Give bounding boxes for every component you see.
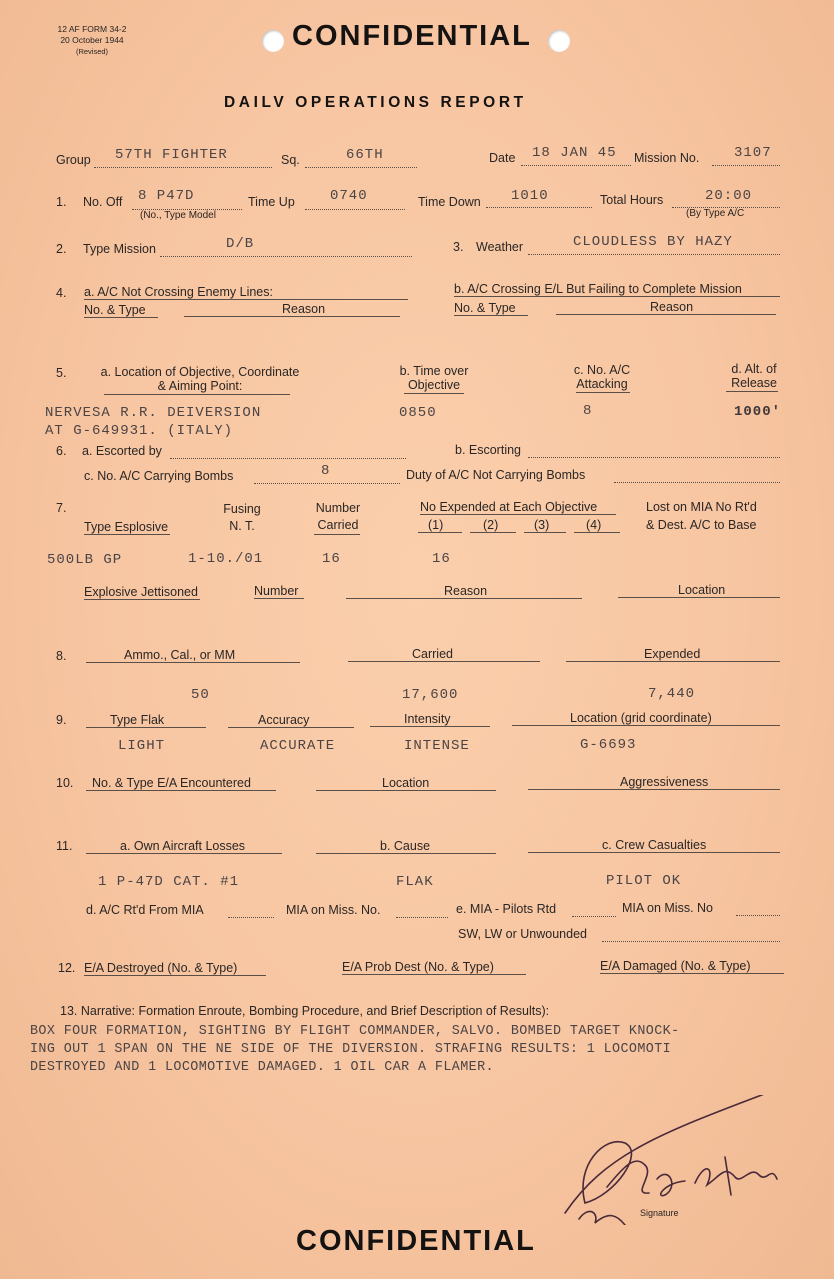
s6-duty-label: Duty of A/C Not Carrying Bombs xyxy=(406,468,586,482)
s7-lost-2: & Dest. A/C to Base xyxy=(646,518,757,532)
no-off-value: 8 P47D xyxy=(138,188,195,204)
s13-label: 13. Narrative: Formation Enroute, Bombing Procedure, and Brief Description of Results): xyxy=(60,1004,550,1018)
s7-expended-label: No Expended at Each Objective xyxy=(420,500,598,514)
s11-mia-label: MIA on Miss. No. xyxy=(286,903,381,917)
time-up-label: Time Up xyxy=(248,195,295,209)
total-hours-label: Total Hours xyxy=(600,193,664,207)
s7-lost-1: Lost on MIA No Rt'd xyxy=(646,500,757,514)
s11-mia2-label: MIA on Miss. No xyxy=(622,901,713,915)
s3-number: 3. xyxy=(453,240,464,254)
s5a-label-1: a. Location of Objective, Coordinate xyxy=(100,365,300,379)
s4b-no-type: No. & Type xyxy=(454,301,516,315)
s6c-value: 8 xyxy=(321,463,331,479)
s12-prob: E/A Prob Dest (No. & Type) xyxy=(342,960,494,974)
signature-label: Signature xyxy=(640,1208,679,1218)
s11-number: 11. xyxy=(56,839,73,853)
s10-location-label: Location xyxy=(382,776,430,790)
s6-number: 6. xyxy=(56,444,67,458)
s11-crew-value: PILOT OK xyxy=(606,873,682,889)
s5a-label xyxy=(80,365,320,393)
s7-jet-number: Number xyxy=(254,584,299,598)
time-down-label: Time Down xyxy=(418,195,481,209)
signature-scrawl xyxy=(545,1095,805,1225)
s9-intensity-label: Intensity xyxy=(404,712,451,726)
s9-accuracy-value: ACCURATE xyxy=(260,738,336,754)
s7-expended-1-value: 16 xyxy=(432,551,451,567)
s7-number-carried xyxy=(306,500,370,534)
s8-expended-value: 7,440 xyxy=(648,686,696,702)
s9-number: 9. xyxy=(56,713,67,727)
no-off-label: No. Off xyxy=(83,195,123,209)
s4a-reason: Reason xyxy=(282,302,326,316)
s5c-label-2: Attacking xyxy=(576,377,628,391)
s5c-label xyxy=(552,363,652,391)
type-mission-value: D/B xyxy=(226,236,255,252)
s7-fusing-1: Fusing xyxy=(223,502,261,516)
group-label: Group xyxy=(56,153,91,167)
s9-accuracy-label: Accuracy xyxy=(258,713,310,727)
s5-location-1: NERVESA R.R. DEIVERSION xyxy=(45,405,262,421)
s10-number: 10. xyxy=(56,776,74,790)
no-type-note: (No., Type Model xyxy=(140,210,216,221)
s11c-label: c. Crew Casualties xyxy=(602,838,707,852)
s5a-label-2: & Aiming Point: xyxy=(157,379,243,393)
s4b-label: b. A/C Crossing E/L But Failing to Complete Mission xyxy=(454,282,742,296)
classification-bottom: CONFIDENTIAL xyxy=(296,1225,536,1257)
s6b-label: b. Escorting xyxy=(455,443,522,457)
sq-value: 66TH xyxy=(346,147,384,163)
s12-number: 12. xyxy=(58,961,76,975)
s2-number: 2. xyxy=(56,242,67,256)
s4a-label: a. A/C Not Crossing Enemy Lines: xyxy=(84,285,273,299)
s5c-label-1: c. No. A/C xyxy=(573,363,631,377)
s11b-label: b. Cause xyxy=(380,839,431,853)
s5-time-over: 0850 xyxy=(399,405,437,421)
report-title: DAILV OPERATIONS REPORT xyxy=(224,94,527,111)
s5d-label xyxy=(714,362,794,390)
date-value: 18 JAN 45 xyxy=(532,145,617,161)
punch-hole-right xyxy=(548,30,570,52)
s10-aggr-label: Aggressiveness xyxy=(620,775,709,789)
s7-obj-3: (3) xyxy=(534,518,550,532)
classification-top: CONFIDENTIAL xyxy=(292,20,532,52)
s11-loss-value: 1 P-47D CAT. #1 xyxy=(98,874,240,890)
s11-sw-label: SW, LW or Unwounded xyxy=(458,927,587,941)
s7-jettisoned-label: Explosive Jettisoned xyxy=(84,585,198,599)
s7-type-value: 500LB GP xyxy=(47,552,123,568)
group-value: 57TH FIGHTER xyxy=(115,147,228,163)
s6c-label: c. No. A/C Carrying Bombs xyxy=(84,469,234,483)
s7-number-2: Carried xyxy=(317,518,359,532)
s9-flak-label: Type Flak xyxy=(110,713,165,727)
s7-jet-reason: Reason xyxy=(444,584,488,598)
s7-fusing-2: N. T. xyxy=(229,519,255,533)
sq-label: Sq. xyxy=(281,153,300,167)
s7-obj-1: (1) xyxy=(428,518,444,532)
s7-number-1: Number xyxy=(315,501,361,515)
s9-location-label: Location (grid coordinate) xyxy=(570,711,712,725)
s11e-label: e. MIA - Pilots Rtd xyxy=(456,902,557,916)
s5-altitude: 1000' xyxy=(734,404,782,420)
s7-jet-location: Location xyxy=(678,583,726,597)
s5-number: 5. xyxy=(56,366,67,380)
s7-obj-4: (4) xyxy=(586,518,602,532)
s4-number: 4. xyxy=(56,286,67,300)
s5d-label-2: Release xyxy=(731,376,777,390)
mission-no-value: 3107 xyxy=(734,145,772,161)
s11a-label: a. Own Aircraft Losses xyxy=(120,839,246,853)
s11d-label: d. A/C Rt'd From MIA xyxy=(86,903,204,917)
s5b-label-2: Objective xyxy=(407,378,461,392)
s10-ea-label: No. & Type E/A Encountered xyxy=(92,776,251,790)
s8-carried-value: 17,600 xyxy=(402,687,459,703)
s1-number: 1. xyxy=(56,195,67,209)
s11-cause-value: FLAK xyxy=(396,874,434,890)
s9-location-value: G-6693 xyxy=(580,737,637,753)
punch-hole-left xyxy=(262,30,284,52)
s13-line2: ING OUT 1 SPAN ON THE NE SIDE OF THE DIVERSION. STRAFING RESULTS: 1 LOCOMOTI xyxy=(30,1042,672,1057)
form-id-line3: (Revised) xyxy=(75,47,109,56)
s7-number: 7. xyxy=(56,501,67,515)
type-mission-label: Type Mission xyxy=(83,242,156,256)
s9-flak-value: LIGHT xyxy=(118,738,166,754)
s7-obj-2: (2) xyxy=(483,518,499,532)
time-down-value: 1010 xyxy=(511,188,549,204)
s4a-no-type: No. & Type xyxy=(84,303,146,317)
s8-number: 8. xyxy=(56,649,67,663)
s5b-label xyxy=(384,364,484,392)
date-label: Date xyxy=(489,151,516,165)
s8-expended-label: Expended xyxy=(644,647,701,661)
s12-destroyed: E/A Destroyed (No. & Type) xyxy=(84,961,238,975)
s8-ammo-value: 50 xyxy=(191,687,210,703)
s12-damaged: E/A Damaged (No. & Type) xyxy=(600,959,751,973)
s8-carried-label: Carried xyxy=(412,647,453,661)
s9-intensity-value: INTENSE xyxy=(404,738,470,754)
s7-fusing xyxy=(212,501,272,535)
form-id-block xyxy=(52,24,132,57)
total-hours-value: 20:00 xyxy=(705,188,753,204)
s7-type-label: Type Esplosive xyxy=(84,520,169,534)
by-type-note: (By Type A/C xyxy=(686,208,745,219)
s7-number-value: 16 xyxy=(322,551,341,567)
form-id-line1: 12 AF FORM 34-2 xyxy=(57,24,127,34)
s13-line1: BOX FOUR FORMATION, SIGHTING BY FLIGHT COMMANDER, SALVO. BOMBED TARGET KNOCK- xyxy=(30,1024,680,1039)
s4b-reason: Reason xyxy=(650,300,694,314)
weather-value: CLOUDLESS BY HAZY xyxy=(573,234,733,250)
s6a-label: a. Escorted by xyxy=(82,444,162,458)
s5-location-2: AT G-649931. (ITALY) xyxy=(45,423,234,439)
s5b-label-1: b. Time over xyxy=(399,364,469,378)
s8-ammo-label: Ammo., Cal., or MM xyxy=(124,648,236,662)
time-up-value: 0740 xyxy=(330,188,368,204)
form-id-line2: 20 October 1944 xyxy=(60,35,124,45)
s5d-label-1: d. Alt. of xyxy=(731,362,777,376)
weather-label: Weather xyxy=(476,240,524,254)
s7-fusing-value: 1-10./01 xyxy=(188,551,264,567)
s5-no-ac: 8 xyxy=(583,403,593,419)
mission-no-label: Mission No. xyxy=(634,151,700,165)
s13-line3: DESTROYED AND 1 LOCOMOTIVE DAMAGED. 1 OIL CAR A FLAMER. xyxy=(30,1060,494,1075)
